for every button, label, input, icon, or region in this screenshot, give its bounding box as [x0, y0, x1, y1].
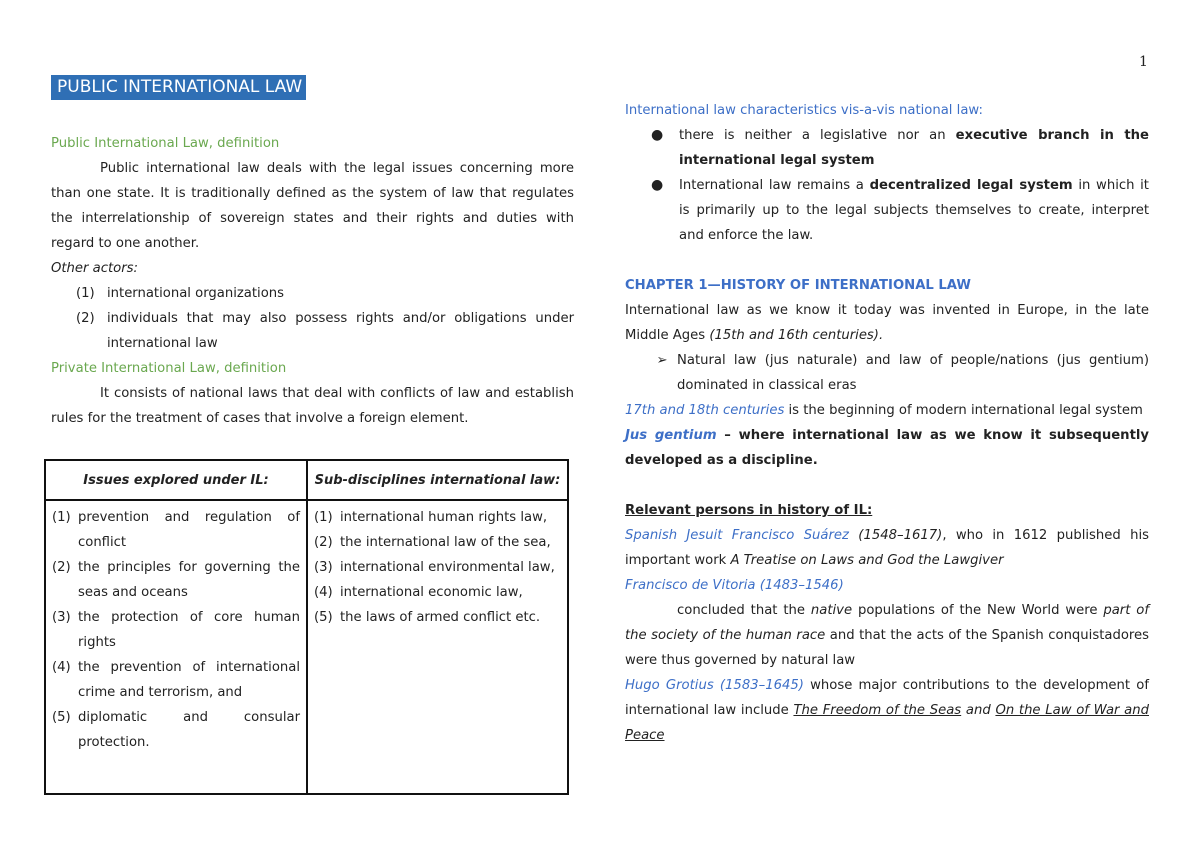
list-item: ➢ Natural law (jus naturale) and law of people/nations (jus gentium) dominated in classical eras	[625, 348, 1149, 398]
bullet-icon: ●	[651, 177, 664, 193]
document-title: PUBLIC INTERNATIONAL LAW	[51, 75, 306, 100]
issues-cell	[45, 500, 307, 794]
grotius-entry: Hugo Grotius (1583–1645) whose major contributions to the development of international law include The Freedom of the Seas and On the Law of War and Peace	[625, 678, 1149, 743]
page-number: 1	[1139, 54, 1148, 70]
list-item: (1) international organizations	[76, 286, 285, 301]
pil-definition-body: Public international law deals with the legal issues concerning more than one state. It is traditionally defined as the system of law that regulates the interrelationship of sovereign states and their rights and duties with regard to one another.	[51, 161, 574, 251]
characteristics-list	[625, 123, 1149, 248]
persons-heading: Relevant persons in history of IL:	[625, 503, 873, 518]
list-item: (3) the protection of core human rights	[52, 610, 300, 650]
other-actors-list	[51, 281, 574, 356]
right-column	[625, 98, 1149, 748]
list-item: (4) international economic law,	[314, 585, 523, 600]
subdisciplines-cell	[307, 500, 568, 794]
list-item: (2) the international law of the sea,	[314, 535, 551, 550]
list-item: (1) international human rights law,	[314, 510, 548, 525]
document-title-box	[51, 76, 306, 98]
pil-definition-heading: Public International Law, definition	[51, 136, 280, 151]
list-item: (2) individuals that may also possess rights and/or obligations under international law	[76, 311, 574, 351]
list-item: (1) prevention and regulation of conflict	[52, 510, 300, 550]
private-definition-body: It consists of national laws that deal with conflicts of law and establish rules for the treatment of cases that involve a foreign element.	[51, 386, 574, 426]
list-item: (5) diplomatic and consular protection.	[52, 710, 300, 750]
list-item: ● International law remains a decentralized legal system in which it is primarily up to the legal subjects themselves to create, interpret and enforce the law.	[651, 173, 1149, 248]
chapter-paragraph: International law as we know it today was invented in Europe, in the late Middle Ages (15th and 16th centuries).	[625, 303, 1149, 343]
jus-gentium-line: Jus gentium – where international law as we know it subsequently developed as a discipline.	[625, 428, 1149, 468]
list-item: (4) the prevention of international crime and terrorism, and	[52, 660, 300, 700]
left-column	[51, 131, 574, 431]
other-actors-label: Other actors:	[51, 261, 138, 276]
vitoria-entry: concluded that the native populations of the New World were part of the society of the human race and that the acts of the Spanish conquistadores were thus governed by natural law	[625, 603, 1150, 668]
arrow-bullet-icon: ➢	[656, 353, 668, 368]
issues-table	[44, 459, 569, 795]
chapter-heading: CHAPTER 1—HISTORY OF INTERNATIONAL LAW	[625, 278, 971, 293]
table-header-issues: Issues explored under IL:	[45, 460, 307, 500]
modern-system-line: 17th and 18th centuries is the beginning of modern international legal system	[625, 403, 1143, 418]
list-item: (2) the principles for governing the seas and oceans	[52, 560, 300, 600]
list-item: (3) international environmental law,	[314, 560, 555, 575]
suarez-entry: Spanish Jesuit Francisco Suárez (1548–1617), who in 1612 published his important work A Treatise on Laws and God the Lawgiver	[625, 528, 1149, 568]
bullet-icon: ●	[651, 127, 664, 143]
characteristics-heading: International law characteristics vis-a-vis national law:	[625, 103, 983, 118]
vitoria-name: Francisco de Vitoria (1483–1546)	[625, 578, 844, 593]
table-header-subdisciplines: Sub-disciplines international law:	[307, 460, 568, 500]
private-definition-heading: Private International Law, definition	[51, 361, 287, 376]
list-item: (5) the laws of armed conflict etc.	[314, 610, 541, 625]
list-item: ● there is neither a legislative nor an executive branch in the international legal system	[651, 123, 1149, 173]
